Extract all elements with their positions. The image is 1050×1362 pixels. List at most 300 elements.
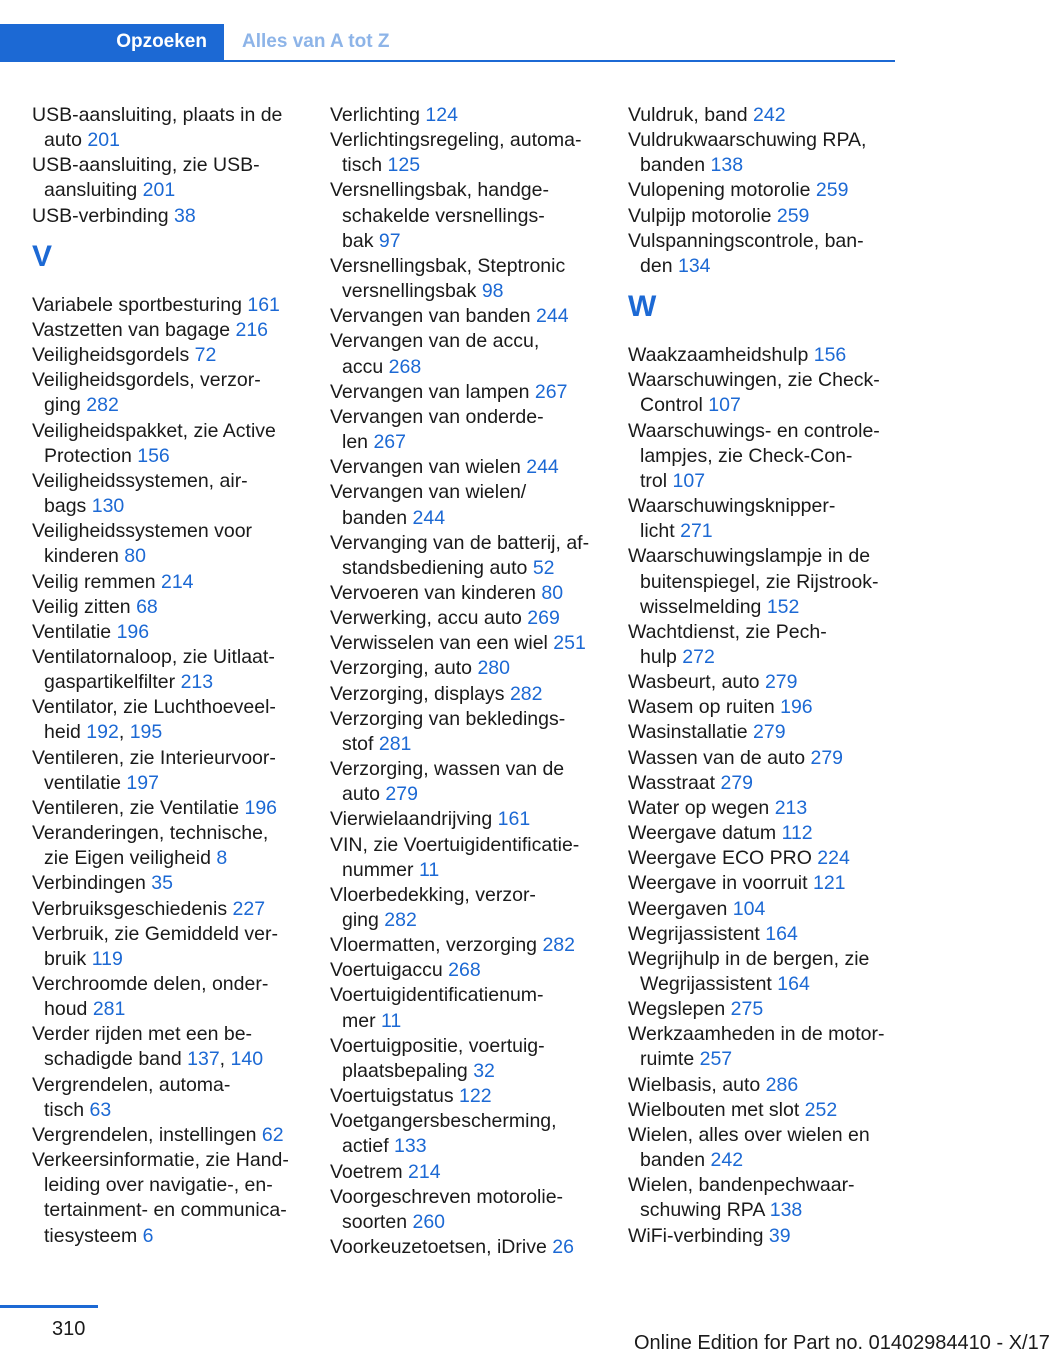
index-entry	[330, 757, 600, 807]
index-entry-text: Veiligheidsgordels	[32, 344, 190, 367]
index-entry-text: Vervangen van wielen	[330, 456, 521, 479]
page-link[interactable]: 268	[388, 355, 422, 378]
index-entry-text: Voertuigidentificatienum-	[330, 984, 544, 1007]
index-entry-text: nummer	[342, 858, 414, 881]
page-number: 310	[52, 1318, 86, 1340]
page-link[interactable]: 107	[708, 394, 741, 417]
index-entry	[628, 997, 898, 1022]
index-entry	[32, 419, 302, 469]
page-link[interactable]: 11	[418, 858, 440, 881]
page-link[interactable]: 280	[477, 657, 510, 680]
index-entry	[32, 519, 302, 569]
tab-alles-van-a-tot-z[interactable]: Alles van A tot Z	[242, 31, 390, 52]
index-entry-text: Voorkeuzetoetsen, iDrive	[330, 1236, 547, 1259]
index-entry-text: Weergave datum	[628, 822, 777, 845]
page-link[interactable]: 164	[777, 973, 810, 995]
page-link[interactable]: 244	[412, 506, 446, 529]
index-entry-text: leiding over navigatie-, en-	[44, 1174, 273, 1197]
index-entry-text: Waarschuwingslampje in de	[628, 545, 871, 568]
index-entry	[628, 128, 898, 178]
index-entry	[330, 656, 600, 681]
page-link[interactable]: 125	[387, 154, 421, 177]
page-link[interactable]: 192	[86, 721, 119, 744]
index-entry	[330, 254, 600, 304]
index-entry-text: Vervangen van wielen/	[330, 481, 527, 504]
index-entry	[330, 1109, 600, 1159]
page-link[interactable]: 201	[87, 129, 120, 152]
index-entry-text: Veilig remmen	[32, 570, 156, 593]
index-entry-text: den	[640, 254, 673, 277]
index-entry-text: Veiligheidspakket, zie Active	[32, 419, 276, 442]
index-entry	[32, 746, 302, 796]
index-entry-text: Vervangen van banden	[330, 305, 531, 328]
index-entry-text: Vulopening motorolie	[628, 179, 811, 202]
index-entry-text: Werkzaamheden in de motor-	[628, 1023, 885, 1046]
page-link[interactable]: 133	[394, 1135, 427, 1158]
page-link[interactable]: 72	[194, 344, 217, 367]
index-entry-text: Verwisselen van een wiel	[330, 632, 548, 655]
index-column-3	[628, 103, 898, 1249]
index-entry	[32, 318, 302, 343]
page-link[interactable]: 242	[710, 1149, 744, 1172]
page-link[interactable]: 161	[497, 808, 531, 831]
index-column-2	[330, 103, 600, 1260]
page-link[interactable]: 214	[408, 1160, 441, 1183]
index-entry	[628, 620, 898, 670]
index-entry	[628, 419, 898, 494]
index-entry-text: schakelde versnellings-	[342, 204, 545, 227]
index-entry	[628, 544, 898, 619]
index-entry-text: Vergrendelen, instellingen	[32, 1123, 257, 1146]
page-link[interactable]: 257	[699, 1048, 733, 1071]
index-entry	[330, 103, 600, 128]
page-link[interactable]: 164	[765, 922, 798, 945]
index-entry: Verder rijden met een be- schadigde band 137, 140	[32, 1023, 264, 1071]
index-entry	[32, 620, 302, 645]
index-entry-text: gaspartikelfilter	[44, 671, 176, 694]
index-entry-text: zie Eigen veiligheid	[44, 847, 211, 870]
index-entry	[32, 368, 302, 418]
index-entry	[628, 103, 898, 128]
index-entry-text: bruik	[44, 947, 87, 970]
index-entry-text: Verwerking, accu auto	[330, 607, 522, 630]
page-link[interactable]: 227	[232, 897, 266, 920]
index-entry	[32, 796, 302, 821]
index-entry-text: banden	[640, 1149, 706, 1172]
page-link[interactable]: 279	[720, 771, 754, 794]
index-entry-text: Wegslepen	[628, 998, 726, 1021]
page-link[interactable]: 269	[527, 607, 560, 630]
page-link[interactable]: 156	[813, 344, 847, 367]
page-link[interactable]: 282	[542, 934, 575, 957]
index-entry	[330, 128, 600, 178]
index-entry	[628, 720, 898, 745]
page-link[interactable]: 197	[126, 771, 159, 794]
page-link[interactable]: 63	[89, 1098, 112, 1121]
index-entry	[330, 178, 600, 253]
index-entry-text: standsbediening auto	[342, 556, 528, 579]
page-link[interactable]: 251	[553, 632, 586, 655]
index-entry	[628, 178, 898, 203]
page-link[interactable]: 35	[151, 872, 173, 895]
page-link[interactable]: 196	[116, 620, 150, 643]
index-entry-text: ging	[342, 909, 379, 931]
index-entry-text: buitenspiegel, zie Rijstrook-	[640, 570, 879, 593]
index-entry-text: wisselmelding	[640, 595, 762, 618]
index-entry-text: bags	[44, 495, 87, 518]
index-entry-text: Wegrijassistent	[640, 973, 772, 995]
index-column-1	[32, 103, 302, 1249]
index-entry	[330, 1160, 600, 1185]
index-entry-text: Verzorging van bekledings-	[330, 707, 566, 730]
index-entry	[330, 707, 600, 757]
index-entry-text: Vervangen van onderde-	[330, 405, 544, 428]
page-link[interactable]: 213	[774, 796, 808, 819]
index-entry-text: Veranderingen, technische,	[32, 822, 269, 845]
page-link[interactable]: 104	[732, 897, 766, 920]
index-entry	[330, 455, 600, 480]
index-entry-text: heid	[44, 721, 81, 744]
index-entry	[628, 494, 898, 544]
index-entry-text: Vervangen van de accu,	[330, 330, 540, 353]
index-entry-text: Veiligheidsgordels, verzor-	[32, 369, 261, 392]
index-entry-text: Wasem op ruiten	[628, 696, 775, 719]
index-entry	[628, 922, 898, 947]
index-entry-text: Wegrijhulp in de bergen, zie	[628, 947, 870, 970]
index-entry-text: schadigde band	[44, 1048, 182, 1071]
page-link[interactable]: 138	[710, 154, 744, 177]
index-entry-text: Waakzaamheidshulp	[628, 344, 809, 367]
index-entry-text: versnellingsbak	[342, 280, 477, 303]
page-link[interactable]: 39	[768, 1224, 791, 1247]
index-entry-text: Veiligheidssystemen, air-	[32, 469, 248, 492]
index-entry-text: Vervoeren van kinderen	[330, 581, 536, 604]
index-entry	[628, 670, 898, 695]
index-entry	[32, 871, 302, 896]
page-link[interactable]: 281	[378, 732, 412, 755]
index-entry-text: Wasstraat	[628, 771, 716, 794]
page-link[interactable]: 161	[247, 293, 280, 316]
index-entry-text: ging	[44, 394, 81, 417]
index-entry-text: actief	[342, 1135, 389, 1158]
index-entry	[628, 368, 898, 418]
index-entry	[32, 293, 302, 318]
index-entry-text: Protection	[44, 444, 132, 467]
index-entry	[330, 1235, 600, 1260]
index-entry-text: auto	[44, 129, 82, 152]
index-entry-text: lampjes, zie Check-Con-	[640, 444, 853, 467]
index-entry-text: tisch	[44, 1098, 85, 1121]
index-entry	[628, 1022, 898, 1072]
page-link[interactable]: 97	[378, 229, 401, 252]
page-link[interactable]: 130	[91, 495, 125, 518]
page-link[interactable]: 195	[129, 721, 163, 744]
index-entry-text: stof	[342, 732, 374, 755]
page-link[interactable]: 196	[780, 696, 813, 719]
index-entry-text: Versnellingsbak, Steptronic	[330, 254, 566, 277]
index-entry-text: Veilig zitten	[32, 595, 131, 618]
page-link[interactable]: 26	[552, 1236, 574, 1259]
index-entry-text: Ventilatie	[32, 620, 112, 643]
index-entry-text: houd	[44, 998, 88, 1021]
page-link[interactable]: 11	[381, 1009, 402, 1032]
index-entry	[32, 922, 302, 972]
page-link[interactable]: 252	[804, 1098, 838, 1121]
page-link[interactable]: 32	[473, 1059, 495, 1082]
index-entry-text: Verzorging, displays	[330, 682, 505, 705]
index-entry-text: Verbindingen	[32, 872, 146, 895]
index-entry-text: Verchroomde delen, onder-	[32, 973, 269, 995]
index-entry	[628, 1173, 898, 1223]
page-link[interactable]: 134	[677, 254, 711, 277]
index-entry-text: Vastzetten van bagage	[32, 318, 231, 341]
index-entry	[330, 405, 600, 455]
index-entry-text: plaatsbepaling	[342, 1059, 468, 1082]
index-entry	[628, 695, 898, 720]
index-entry-text: tertainment- en communica-	[44, 1199, 287, 1222]
index-entry-text: Wielen, bandenpechwaar-	[628, 1174, 855, 1197]
page-link[interactable]: 80	[541, 581, 564, 604]
page-link[interactable]: 52	[532, 556, 555, 579]
index-entry-text: VIN, zie Voertuigidentificatie-	[330, 833, 580, 856]
index-entry	[32, 343, 302, 368]
index-entry	[330, 933, 600, 958]
index-entry	[32, 153, 302, 203]
index-entry-text: licht	[640, 520, 675, 543]
page-link[interactable]: 98	[481, 280, 504, 303]
page-link[interactable]: 259	[776, 204, 810, 227]
index-entry-text: Vulspanningscontrole, ban-	[628, 229, 864, 252]
index-entry-text: banden	[342, 506, 408, 529]
index-entry	[628, 897, 898, 922]
index-entry	[330, 1084, 600, 1109]
index-entry-text: Ventileren, zie Interieurvoor-	[32, 746, 276, 769]
page-link[interactable]: 259	[815, 179, 849, 202]
index-entry-text: accu	[342, 355, 384, 378]
page-link[interactable]: 282	[384, 909, 417, 931]
index-entry-text: tisch	[342, 154, 383, 177]
index-entry	[330, 606, 600, 631]
index-entry: Ventilator, zie Luchthoeveel- heid 192, 195	[32, 696, 276, 744]
index-entry-text: Verzorging, auto	[330, 657, 473, 680]
page-link[interactable]: 122	[459, 1085, 492, 1108]
index-entry	[628, 871, 898, 896]
page-link[interactable]: 279	[810, 746, 844, 769]
index-entry-text: Control	[640, 394, 703, 417]
index-entry-text: Wasbeurt, auto	[628, 671, 760, 694]
page-link[interactable]: 244	[536, 305, 569, 328]
page-link[interactable]: 282	[86, 394, 119, 417]
page-link[interactable]: 152	[766, 595, 800, 618]
index-entry	[330, 833, 600, 883]
page-link[interactable]: 279	[385, 783, 418, 806]
index-entry	[330, 1034, 600, 1084]
index-entry	[32, 1123, 302, 1148]
index-entry	[330, 983, 600, 1033]
page-link[interactable]: 260	[412, 1210, 446, 1233]
index-entry	[628, 771, 898, 796]
index-entry-text: Ventilator, zie Luchthoeveel-	[32, 696, 276, 719]
index-entry-text: Vergrendelen, automa-	[32, 1073, 231, 1096]
index-entry-text: auto	[342, 783, 380, 806]
index-entry	[32, 1073, 302, 1123]
page-link[interactable]: 271	[680, 520, 713, 543]
footer-divider	[0, 1305, 98, 1308]
index-entry-text: ventilatie	[44, 771, 121, 794]
index-entry-text: Waarschuwings- en controle-	[628, 419, 880, 442]
index-entry	[330, 682, 600, 707]
page-link[interactable]: 267	[534, 380, 568, 403]
index-entry-text: Voertuigaccu	[330, 959, 443, 982]
index-entry-text: Wielbasis, auto	[628, 1073, 761, 1096]
index-entry	[628, 229, 898, 279]
page-link[interactable]: 279	[753, 721, 786, 744]
index-entry	[330, 807, 600, 832]
index-entry-text: Waarschuwingen, zie Check-	[628, 369, 880, 392]
index-entry-text: Wassen van de auto	[628, 746, 806, 769]
index-entry-text: Voertuigstatus	[330, 1085, 454, 1108]
page-link[interactable]: 138	[769, 1199, 803, 1222]
index-entry-text: WiFi-verbinding	[628, 1224, 764, 1247]
index-entry-text: tiesysteem	[44, 1224, 138, 1247]
page-link[interactable]: 213	[180, 671, 214, 694]
index-entry-text: Voetrem	[330, 1160, 403, 1183]
tab-opzoeken[interactable]: Opzoeken	[0, 24, 224, 60]
index-entry	[330, 329, 600, 379]
page-link[interactable]: 6	[142, 1224, 154, 1247]
index-entry-text: Waarschuwingsknipper-	[628, 495, 836, 518]
index-entry	[330, 883, 600, 933]
index-entry	[330, 480, 600, 530]
page-link[interactable]: 121	[812, 872, 846, 895]
page-link[interactable]: 112	[781, 822, 813, 845]
page-link[interactable]: 124	[425, 104, 458, 126]
index-entry-text: Verlichting	[330, 104, 420, 126]
page-link[interactable]: 214	[160, 570, 194, 593]
index-entry-text: mer	[342, 1009, 376, 1032]
index-entry	[330, 581, 600, 606]
index-entry-text: Wielbouten met slot	[628, 1098, 800, 1121]
index-entry-text: Vulpijp motorolie	[628, 204, 772, 227]
page-link[interactable]: 201	[142, 179, 176, 202]
index-entry	[330, 958, 600, 983]
index-entry-text: Weergave in voorruit	[628, 872, 808, 895]
index-entry-text: Weergaven	[628, 897, 728, 920]
index-entry-text: Variabele sportbesturing	[32, 293, 242, 316]
index-entry-text: len	[342, 431, 369, 454]
index-entry	[32, 469, 302, 519]
page-link[interactable]: 279	[764, 671, 798, 694]
page-link[interactable]: 268	[448, 959, 481, 982]
page-link[interactable]: 224	[817, 847, 850, 870]
page-link[interactable]: 286	[765, 1073, 799, 1096]
index-entry-text: Wasinstallatie	[628, 721, 748, 744]
page-link[interactable]: 242	[753, 104, 786, 126]
index-entry	[32, 595, 302, 620]
page-link[interactable]: 272	[682, 645, 715, 668]
page-link[interactable]: 196	[244, 796, 278, 819]
page-link[interactable]: 156	[137, 444, 170, 467]
page-link[interactable]: 107	[672, 469, 706, 492]
index-entry-text: Water op wegen	[628, 796, 770, 819]
index-entry	[32, 570, 302, 595]
index-entry-text: Verbruiksgeschiedenis	[32, 897, 228, 920]
page-link[interactable]: 281	[92, 998, 126, 1021]
page-link[interactable]: 8	[216, 847, 228, 870]
page-link[interactable]: 137	[187, 1048, 220, 1071]
index-entry-text: Vuldrukwaarschuwing RPA,	[628, 129, 867, 152]
index-entry	[32, 821, 302, 871]
index-entry	[330, 631, 600, 656]
index-entry-text: Verbruik, zie Gemiddeld ver-	[32, 922, 279, 945]
section-letter: W	[628, 290, 657, 324]
page-link[interactable]: 140	[230, 1048, 264, 1071]
index-entry	[628, 1098, 898, 1123]
page-link[interactable]: 119	[91, 947, 123, 970]
index-entry	[628, 796, 898, 821]
index-entry-text: Wegrijassistent	[628, 922, 760, 945]
index-entry-text: Voertuigpositie, voertuig-	[330, 1034, 545, 1057]
edition-note: Online Edition for Part no. 01402984410 - X/17	[634, 1332, 1050, 1354]
index-entry-text: Wielen, alles over wielen en	[628, 1123, 870, 1146]
index-entry	[628, 746, 898, 771]
page-link[interactable]: 216	[235, 318, 269, 341]
index-entry-text: Verlichtingsregeling, automa-	[330, 129, 582, 152]
index-entry-text: Voetgangersbescherming,	[330, 1110, 557, 1133]
index-entry-text: trol	[640, 469, 668, 492]
index-entry	[32, 645, 302, 695]
index-entry-text: aansluiting	[44, 179, 138, 202]
index-entry	[628, 821, 898, 846]
index-entry	[628, 947, 898, 997]
index-entry	[32, 204, 302, 229]
index-entry	[628, 343, 898, 368]
index-entry	[32, 1148, 302, 1249]
index-entry-text: schuwing RPA	[640, 1199, 765, 1222]
index-entry-text: Vervangen van lampen	[330, 380, 530, 403]
page-link[interactable]: 282	[509, 682, 543, 705]
index-entry-text: Versnellingsbak, handge-	[330, 179, 549, 202]
index-entry-text: Wachtdienst, zie Pech-	[628, 620, 827, 643]
index-entry-text: Vloermatten, verzorging	[330, 934, 538, 957]
index-entry-text: Veiligheidssystemen voor	[32, 520, 253, 543]
index-entry-text: Verder rijden met een be-	[32, 1023, 253, 1046]
index-entry	[628, 1073, 898, 1098]
index-entry-text: ruimte	[640, 1048, 695, 1071]
page-link[interactable]: 68	[136, 595, 158, 618]
index-entry	[628, 846, 898, 871]
index-entry-text: Voorgeschreven motorolie-	[330, 1185, 564, 1208]
index-entry-text: Verkeersinformatie, zie Hand-	[32, 1149, 289, 1172]
index-entry-text: banden	[640, 154, 706, 177]
page-link[interactable]: 244	[526, 456, 559, 479]
page-link[interactable]: 267	[373, 431, 406, 454]
index-entry-text: Ventilatornaloop, zie Uitlaat-	[32, 645, 275, 668]
index-entry-text: soorten	[342, 1210, 408, 1233]
index-entry-text: USB-verbinding	[32, 204, 169, 227]
index-entry	[330, 304, 600, 329]
index-entry-text: USB-aansluiting, plaats in de	[32, 104, 283, 126]
index-entry-text: bak	[342, 229, 374, 252]
page-link[interactable]: 38	[174, 204, 196, 227]
page-link[interactable]: 80	[124, 545, 146, 568]
index-entry	[628, 204, 898, 229]
index-entry-text: Vuldruk, band	[628, 104, 748, 126]
page-link[interactable]: 275	[730, 998, 764, 1021]
index-entry	[32, 103, 302, 153]
header-tabbar	[0, 24, 895, 62]
page-link[interactable]: 62	[261, 1123, 284, 1146]
